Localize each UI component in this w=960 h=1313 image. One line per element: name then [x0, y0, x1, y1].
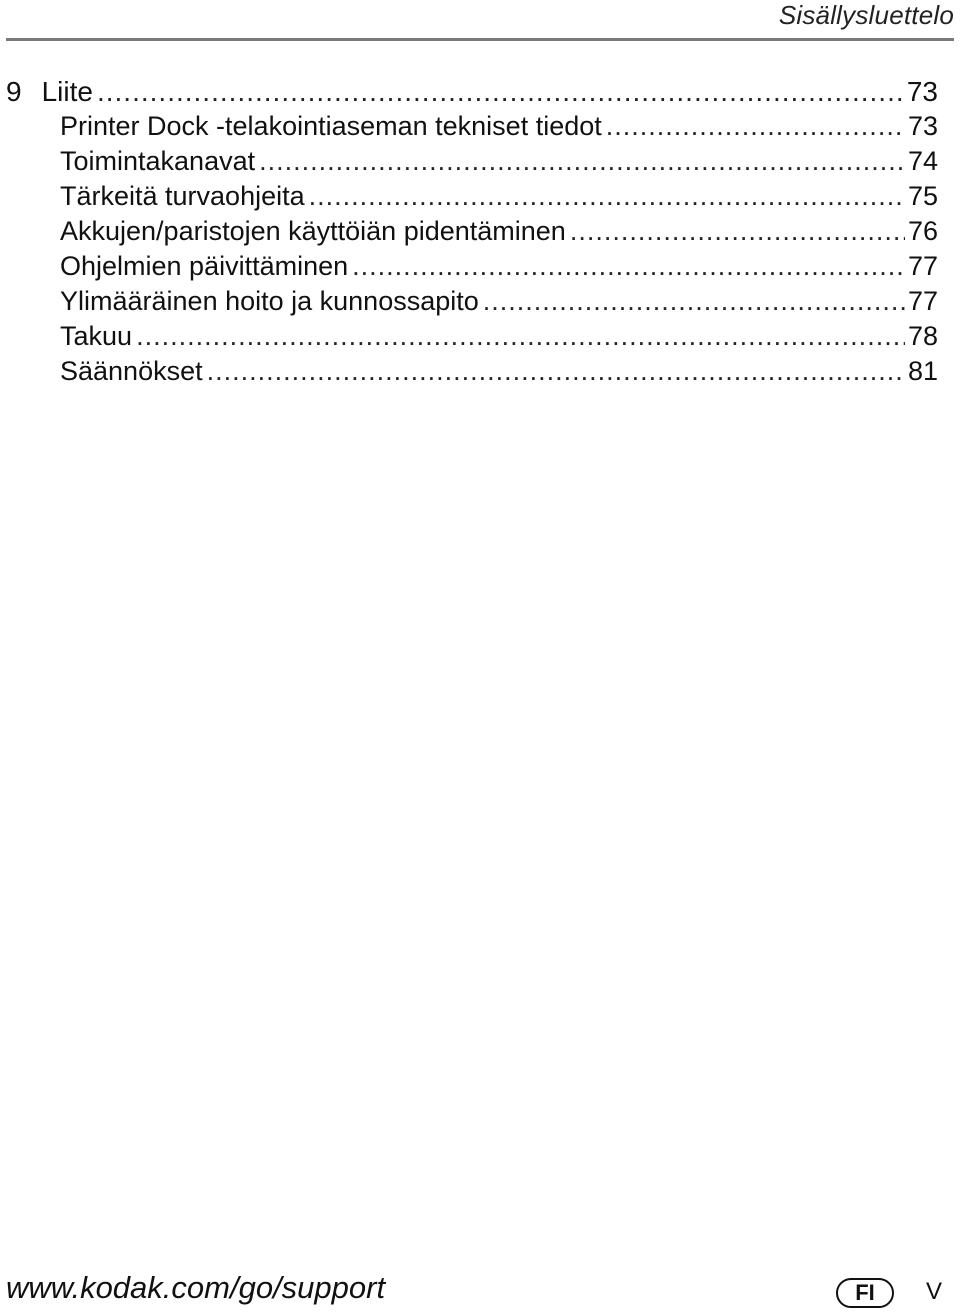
- dot-leader: [97, 74, 904, 109]
- toc-entry[interactable]: [60, 319, 938, 354]
- toc-page-number: 75: [907, 181, 938, 211]
- dot-leader: [483, 284, 905, 319]
- toc-chapter-label: Liite: [41, 76, 93, 107]
- toc-entry[interactable]: [60, 109, 938, 144]
- toc-entry-title: Tärkeitä turvaohjeita: [60, 181, 305, 211]
- toc-page-number: 78: [907, 321, 938, 351]
- header-rule: [6, 38, 954, 41]
- dot-leader: [352, 249, 905, 284]
- toc-page-number: 81: [907, 356, 938, 386]
- toc-entry-title: Ohjelmien päivittäminen: [60, 251, 349, 281]
- toc-entry-title: Takuu: [60, 321, 133, 351]
- toc-page-number: 77: [907, 286, 938, 316]
- toc-page-number: 73: [907, 111, 938, 141]
- table-of-contents: [0, 74, 960, 389]
- dot-leader: [207, 354, 905, 389]
- toc-entry[interactable]: [60, 354, 938, 389]
- toc-entry[interactable]: [60, 284, 938, 319]
- toc-page-number: 73: [906, 76, 938, 107]
- toc-entry[interactable]: [60, 249, 938, 284]
- toc-page-number: 76: [907, 216, 938, 246]
- language-badge: FI: [836, 1278, 894, 1308]
- toc-chapter-number: 9: [6, 76, 22, 107]
- dot-leader: [259, 144, 905, 179]
- toc-entry-title: Toimintakanavat: [60, 146, 256, 176]
- dot-leader: [606, 109, 905, 144]
- toc-chapter-entry[interactable]: [6, 74, 938, 109]
- toc-entry[interactable]: [60, 144, 938, 179]
- toc-page-number: 74: [907, 146, 938, 176]
- toc-entry-title: Säännökset: [60, 356, 203, 386]
- dot-leader: [136, 319, 905, 354]
- toc-entry-title: Printer Dock -telakointiaseman tekniset tiedot: [60, 111, 602, 141]
- dot-leader: [570, 214, 905, 249]
- dot-leader: [309, 179, 905, 214]
- toc-entry[interactable]: [60, 179, 938, 214]
- running-head: Sisällysluettelo: [778, 0, 954, 30]
- toc-entry-title: Akkujen/paristojen käyttöiän pidentäminen: [60, 216, 566, 246]
- support-url[interactable]: www.kodak.com/go/support: [6, 1270, 386, 1305]
- toc-chapter-title: [6, 74, 93, 109]
- page-folio: V: [926, 1278, 943, 1305]
- toc-entry[interactable]: [60, 214, 938, 249]
- toc-entry-title: Ylimääräinen hoito ja kunnossapito: [60, 286, 479, 316]
- toc-page-number: 77: [907, 251, 938, 281]
